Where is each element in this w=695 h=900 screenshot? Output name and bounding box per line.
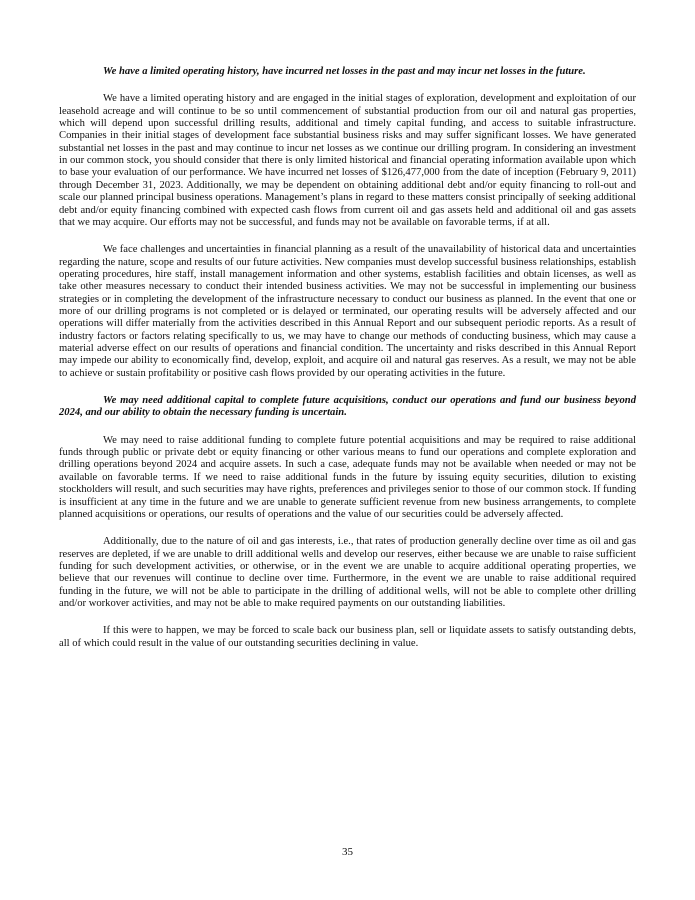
paragraph-operating-history: We have a limited operating history and are engaged in the initial stages of exploration, development and exploitation of our leasehold acreage and will continue to be so until commencement of substantial production from our oil and natural gas properties, which will depend upon successful drilling results, additional and timely capital funding, and access to suitable infrastructure. Companies in their initial stages of development face substantial business risks and may suffer significant losses. We have generated substantial net losses in the past and may continue to incur net losses as we continue our drilling program. In considering an investment in our common stock, you should consider that there is only limited historical and financial operating information available upon which to base your evaluation of our performance. We have incurred net losses of $126,477,000 from the date of inception (February 9, 2011) through December 31, 2023. Additionally, we may be dependent on obtaining additional debt and/or equity financing to roll-out and scale our planned principal business operations. Management’s plans in regard to these matters consist principally of seeking additional debt and/or equity financing combined with expected cash flows from current oil and gas assets held and additional oil and gas assets that we may acquire. Our efforts may not be successful, and funds may not be available on favorable terms, if at all. — [59, 93, 636, 228]
paragraph-scale-back: If this were to happen, we may be forced to scale back our business plan, sell or liquidate assets to satisfy outstanding debts, all of which could result in the value of our outstanding securities declining in value. — [59, 625, 636, 649]
paragraph-raise-funding: We may need to raise additional funding to complete future potential acquisitions and may be required to raise additional funds through public or private debt or equity financing or other various means to fund our operations and complete exploration and drilling operations beyond 2024 and acquire assets. In such a case, adequate funds may not be available when needed or may not be available on favorable terms. If we need to raise additional funds in the future by issuing equity securities, dilution to existing stockholders will result, and such securities may have rights, preferences and privileges senior to those of our common stock. If funding is insufficient at any time in the future and we are unable to generate sufficient revenue from new business arrangements, to complete planned acquisitions or operations, our results of operations and the value of our securities could be adversely affected. — [59, 434, 636, 520]
paragraph-financial-planning: We face challenges and uncertainties in financial planning as a result of the unavailability of historical data and uncertainties regarding the nature, scope and results of our future activities. New companies must develop successful business relationships, establish operating procedures, hire staff, install management information and other systems, establish facilities and obtain licenses, as well as take other measures necessary to conduct their intended business activities. We may not be successful in implementing our business strategies or in completing the development of the infrastructure necessary to conduct our business as planned. In the event that one or more of our drilling programs is not completed or is delayed or terminated, our operating results will be adversely affected and our operations will differ materially from the activities described in this Annual Report and our subsequent periodic reports. As a result of industry factors or factors relating specifically to us, we may have to change our methods of conducting business, which may cause a material adverse effect on our results of operations and financial condition. The uncertainty and risks described in this Annual Report may impede our ability to economically find, develop, exploit, and acquire oil and natural gas reserves. As a result, we may not be able to achieve or sustain profitability or positive cash flows provided by our operating activities in the future. — [59, 244, 636, 379]
risk-heading-operating-history: We have a limited operating history, have incurred net losses in the past and may incur net losses in the future. — [103, 66, 586, 77]
document-page — [59, 66, 636, 665]
paragraph-production-decline: Additionally, due to the nature of oil and gas interests, i.e., that rates of production generally decline over time as oil and gas reserves are depleted, if we are unable to drill additional wells and develop our reserves, either because we are unable to raise sufficient funding for such development activities, or otherwise, or in the event we are unable to acquire additional operating properties, we believe that our revenues will continue to decline over time. Furthermore, in the event we are unable to raise additional required funding in the future, we will not be able to participate in the drilling of additional wells, will not be able to complete other drilling and/or workover activities, and may not be able to make required payments on our outstanding liabilities. — [59, 536, 636, 609]
risk-heading-additional-capital: We may need additional capital to complete future acquisitions, conduct our operations and fund our business beyond 2024, and our ability to obtain the necessary funding is uncertain. — [59, 394, 636, 419]
page-number: 35 — [342, 846, 353, 858]
